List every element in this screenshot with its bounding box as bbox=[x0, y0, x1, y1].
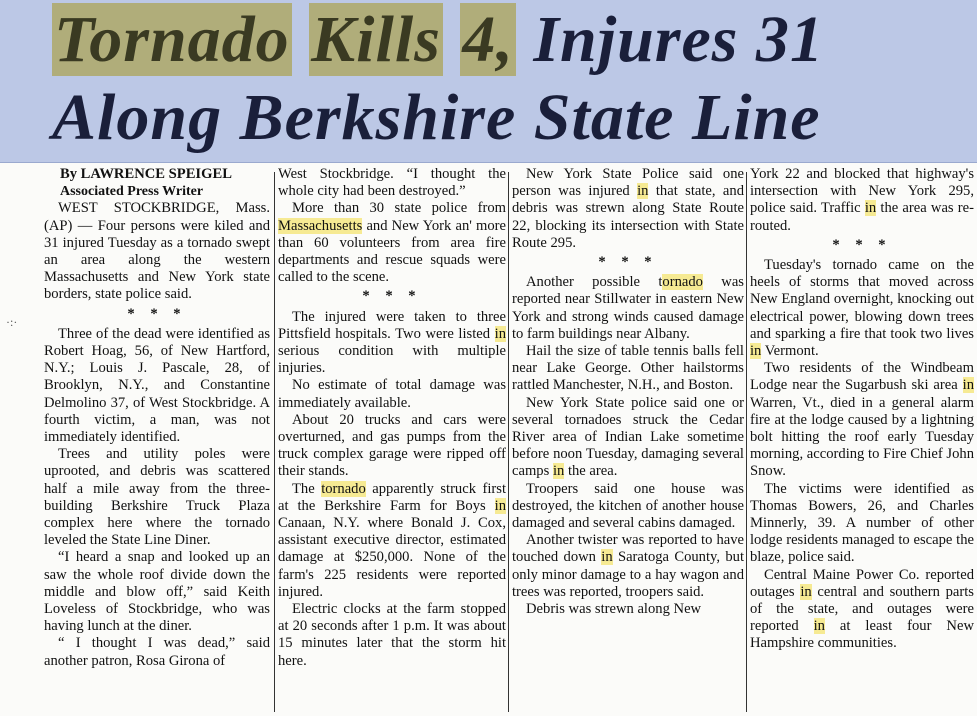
highlighted-term: in bbox=[800, 583, 812, 600]
paragraph bbox=[512, 395, 744, 481]
section-separator: * * * bbox=[127, 305, 187, 322]
paragraph: Debris was strewn along New bbox=[526, 601, 702, 618]
print-smudge: ·:· bbox=[6, 315, 18, 329]
article-columns bbox=[0, 166, 977, 716]
text-run: The bbox=[292, 480, 322, 497]
section-separator: * * * bbox=[362, 288, 422, 305]
headline-highlight-4: 4, bbox=[462, 3, 514, 76]
text-run: Tuesday's tornado came on the heels of storms that moved across New England overnight, knocking out electrical power, blowing down trees and sparking a fire that took two lives bbox=[750, 257, 974, 342]
section-separator: * * * bbox=[832, 236, 892, 253]
highlighted-term: in bbox=[637, 183, 649, 200]
text-run: Vermont. bbox=[761, 343, 819, 360]
article-column-2 bbox=[278, 166, 506, 716]
paragraph bbox=[512, 532, 744, 601]
column-rule bbox=[746, 172, 747, 712]
paragraph bbox=[750, 166, 974, 235]
text-run: Central Maine Power Co. reported outages bbox=[750, 566, 974, 600]
section-separator: * * * bbox=[598, 254, 658, 271]
text-run: New York State Police said one person was injured bbox=[512, 166, 744, 200]
byline-name: By LAWRENCE SPEIGEL bbox=[60, 166, 232, 182]
text-run: Saratoga County, but only minor damage to a hay wagon and trees was reported, troopers said. bbox=[512, 549, 744, 600]
article-column-1 bbox=[44, 166, 270, 716]
highlighted-term: in bbox=[494, 497, 506, 514]
highlighted-term: ornado bbox=[662, 274, 703, 291]
text-run: and New York an' more than 60 volunteers from area fire departments and rescue squads were called to the scene. bbox=[278, 217, 506, 286]
paragraph bbox=[278, 200, 506, 286]
text-run: serious condition with multiple injuries. bbox=[278, 343, 506, 377]
byline-title: Associated Press Writer bbox=[60, 184, 204, 200]
text-run: Warren, Vt., died in a general alarm fire at the lodge caused by a lightning bolt hitting the roof early Tuesday morning, according to Fire Chief John Snow. bbox=[750, 394, 974, 480]
headline-line-2: Along Berkshire State Line bbox=[52, 81, 821, 154]
headline-highlight-kills: Kills bbox=[311, 3, 441, 76]
text-run: central and southern parts of the state, and outages were reported bbox=[750, 583, 974, 635]
paragraph bbox=[278, 481, 506, 601]
highlighted-term: Massachusetts bbox=[278, 217, 363, 234]
highlighted-term: in bbox=[750, 343, 762, 360]
text-run: York 22 and blocked that highway's intersection with New York 295, police said. Traffic bbox=[750, 166, 974, 217]
highlighted-term: in bbox=[864, 200, 877, 217]
paragraph bbox=[750, 360, 974, 480]
paragraph: Trees and utility poles were uprooted, and debris was scattered half a mile away from the three-building Berkshire Truck Plaza complex here where the tornado leveled the State Line Diner. bbox=[44, 446, 270, 549]
text-run: Another possible t bbox=[526, 274, 663, 291]
column-rule bbox=[274, 172, 275, 712]
text-run: Two residents of the Windbeam Lodge near the Sugarbush ski area bbox=[750, 360, 974, 394]
headline-line-1 bbox=[52, 2, 824, 78]
text-run: New York State police said one or several tornadoes struck the Cedar River area of Indian Lake sometime before noon Tuesday, damaging several camps bbox=[512, 394, 744, 480]
paragraph bbox=[750, 257, 974, 360]
paragraph: Hail the size of table tennis balls fell near Lake George. Other hailstorms rattled Manchester, N.H., and Boston. bbox=[512, 343, 744, 394]
article-column-4 bbox=[750, 166, 974, 716]
highlighted-term: tornado bbox=[321, 480, 366, 497]
text-run: The injured were taken to three Pittsfield hospitals. Two were listed bbox=[278, 308, 506, 342]
highlighted-term: in bbox=[962, 377, 974, 394]
text-run: at least four New Hampshire communities. bbox=[750, 618, 974, 652]
paragraph: WEST STOCKBRIDGE, Mass. (AP) — Four persons were kiled and 31 injured Tuesday as a tornado swept an area along the western Massachusetts and New York state borders, state police said. bbox=[44, 200, 270, 303]
text-run: apparently struck first at the Berkshire Farm for Boys bbox=[278, 480, 506, 514]
paragraph: Three of the dead were identified as Robert Hoag, 56, of New Hartford, N.Y.; Louis J. Pascale, 28, of Brooklyn, N.Y., and Constantine Delmolino 37, of West Stockbridge. A fourth victim, a man, was not immediately identified. bbox=[44, 325, 270, 446]
paragraph bbox=[512, 166, 744, 252]
highlighted-term: in bbox=[552, 463, 565, 480]
text-run: that state, and debris was strewn along State Route 22, blocking its intersection with State Route 295. bbox=[512, 183, 744, 251]
paragraph bbox=[278, 309, 506, 378]
paragraph bbox=[750, 567, 974, 653]
highlighted-term: in bbox=[601, 549, 613, 566]
headline-rest: Injures 31 bbox=[515, 3, 824, 76]
paragraph bbox=[512, 274, 744, 343]
text-run: the area. bbox=[564, 463, 618, 480]
text-run: was reported near Stillwater in eastern New York and strong winds caused damage to farm buildings near Albany. bbox=[512, 274, 744, 342]
paragraph: West Stockbridge. “I thought the whole city had been destroyed.” bbox=[278, 166, 506, 200]
headline-highlight-tornado: Tornado bbox=[54, 3, 290, 76]
text-run: More than 30 state police from bbox=[292, 200, 506, 217]
column-rule bbox=[508, 172, 509, 712]
highlighted-term: in bbox=[813, 618, 825, 635]
paragraph: “I heard a snap and looked up an saw the whole roof divide down the middle and blow off,” said Keith Loveless of Stockbridge, who was having lunch at the diner. bbox=[44, 549, 270, 635]
paragraph: The victims were identified as Thomas Bowers, 26, and Charles Minnerly, 39. A number of other lodge residents managed to escape the blaze, police said. bbox=[750, 480, 974, 566]
text-run: Canaan, N.Y. where Bonald J. Cox, assistant executive director, estimated damage at $250,000. None of the farm's 225 residents were reported injured. bbox=[278, 515, 506, 600]
paragraph: Electric clocks at the farm stopped at 20 seconds after 1 p.m. It was about 15 minutes later that the storm hit here. bbox=[278, 601, 506, 669]
paragraph: About 20 trucks and cars were overturned, and gas pumps from the truck complex garage were ripped off their stands. bbox=[278, 411, 506, 480]
article-column-3 bbox=[512, 166, 744, 716]
paragraph: No estimate of total damage was immediately available. bbox=[278, 377, 506, 411]
headline-block bbox=[0, 0, 977, 163]
text-run: Another twister was reported to have touched down bbox=[512, 532, 744, 566]
text-run: the area was re-routed. bbox=[750, 200, 974, 234]
paragraph: “ I thought I was dead,” said another patron, Rosa Girona of bbox=[44, 635, 270, 669]
paragraph: Troopers said one house was destroyed, the kitchen of another house damaged and several cabins damaged. bbox=[512, 480, 744, 532]
highlighted-term: in bbox=[494, 325, 506, 342]
